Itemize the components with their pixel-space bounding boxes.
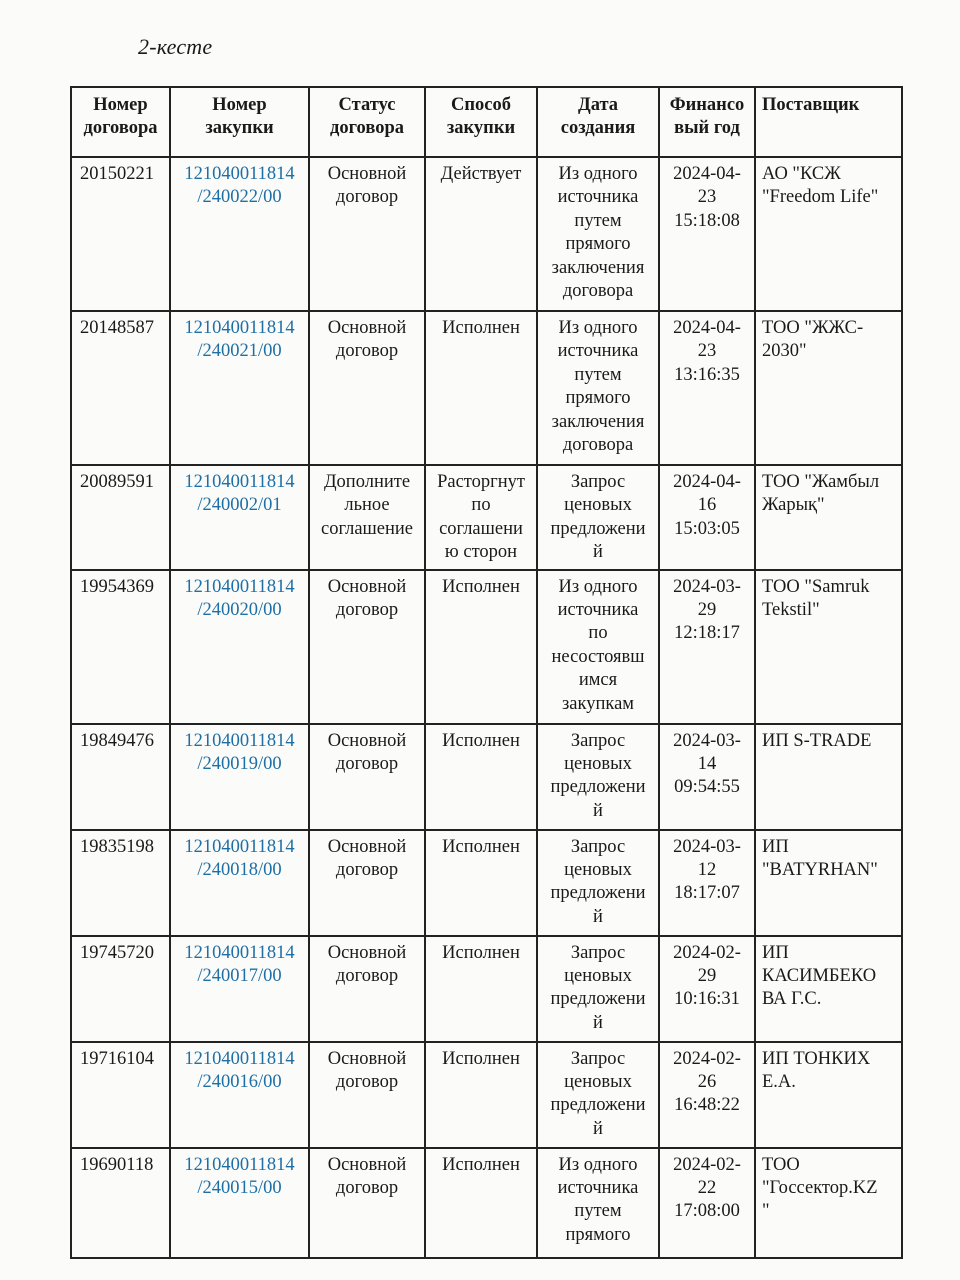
cell-text-line: Из одного <box>558 318 638 338</box>
creation-date-cell <box>537 570 659 724</box>
contract-status-cell <box>309 830 425 936</box>
header-fiscal-year <box>659 87 755 157</box>
cell-text-line: ценовых <box>564 754 632 775</box>
creation-date-cell <box>537 157 659 311</box>
cell-text-line: 2024-03- <box>673 836 741 857</box>
cell-text-line: 2024-02- <box>673 1048 741 1069</box>
header-text: Финансо <box>669 95 745 115</box>
cell-text-line: ТОО "Жамбыл <box>762 472 880 492</box>
cell-text-line: соглашени <box>439 518 523 539</box>
creation-date-cell <box>537 830 659 936</box>
cell-text-line: 2024-02- <box>673 942 741 963</box>
header-text: закупки <box>446 118 516 139</box>
header-text: создания <box>560 118 636 139</box>
cell-text-line: ценовых <box>564 495 632 516</box>
cell-text-line: Е.А. <box>762 1072 796 1093</box>
purchase-method-cell <box>425 311 537 465</box>
creation-date-cell <box>537 936 659 1042</box>
header-contract-status <box>309 87 425 157</box>
cell-text-line: 17:08:00 <box>674 1201 740 1222</box>
header-contract-number <box>71 87 170 157</box>
header-text: Поставщик <box>762 95 860 115</box>
cell-text-line: ТОО <box>762 1154 800 1175</box>
cell-text-line: прямого <box>565 1224 631 1245</box>
purchase-number-link[interactable] <box>170 936 309 1042</box>
cell-text-line: 2024-04- <box>673 164 741 184</box>
contract-number-cell: 20148587 <box>71 311 170 465</box>
cell-text-line: Расторгнут <box>437 472 525 492</box>
cell-text-line: предложени <box>550 989 646 1010</box>
cell-text-line: ВА Г.С. <box>762 989 822 1010</box>
cell-text-line: путем <box>574 1201 622 1222</box>
purchase-number-link[interactable] <box>170 311 309 465</box>
header-text: вый год <box>674 118 740 139</box>
cell-text-line: й <box>593 542 603 563</box>
purchase-number-link[interactable] <box>170 1042 309 1148</box>
fiscal-year-cell <box>659 465 755 570</box>
cell-text-line: имся <box>578 670 618 691</box>
cell-text-line: предложени <box>550 883 646 904</box>
cell-text-line[interactable]: /240017/00 <box>197 966 282 987</box>
supplier-cell <box>755 311 902 465</box>
cell-text-line[interactable]: 121040011814 <box>184 836 295 857</box>
cell-text-line: й <box>593 1118 603 1139</box>
cell-text-line: 10:16:31 <box>674 989 740 1010</box>
cell-text-line: Основной <box>327 318 407 338</box>
cell-text-line: 2030" <box>762 341 807 362</box>
cell-text-line: источника <box>557 187 639 208</box>
cell-text-line: 14 <box>697 754 717 775</box>
cell-text-line: прямого <box>565 234 631 255</box>
contract-status-cell <box>309 157 425 311</box>
cell-text-line: й <box>593 1012 603 1033</box>
cell-text-line: источника <box>557 600 639 621</box>
creation-date-cell <box>537 465 659 570</box>
cell-text-line: Из одного <box>558 1154 638 1175</box>
purchase-number-link[interactable] <box>170 465 309 570</box>
fiscal-year-cell <box>659 724 755 830</box>
contract-number-cell: 19954369 <box>71 570 170 724</box>
cell-text-line: Основной <box>327 576 407 597</box>
contract-status-cell <box>309 465 425 570</box>
cell-text-line: Исполнен <box>442 576 520 597</box>
contracts-table <box>70 86 903 1259</box>
table-row <box>71 570 902 724</box>
creation-date-cell <box>537 311 659 465</box>
cell-text-line: договор <box>335 966 399 987</box>
cell-text-line[interactable]: /240020/00 <box>197 600 282 621</box>
contract-number-cell: 20150221 <box>71 157 170 311</box>
table-row <box>71 936 902 1042</box>
contract-number-cell: 20089591 <box>71 465 170 570</box>
cell-text-line: Запрос <box>570 942 626 963</box>
cell-text-line: Основной <box>327 942 407 963</box>
cell-text-line: 2024-02- <box>673 1154 741 1175</box>
table-caption: 2-кесте <box>138 34 213 59</box>
cell-text-line: ТОО "ЖЖС- <box>762 318 864 338</box>
cell-text-line: ИП S-TRADE <box>762 730 872 751</box>
cell-text-line: Основной <box>327 1154 407 1175</box>
cell-text-line: прямого <box>565 388 631 409</box>
cell-text-line: предложени <box>550 1095 646 1116</box>
cell-text-line: Запрос <box>570 1048 626 1069</box>
purchase-number-link[interactable] <box>170 570 309 724</box>
cell-text-line: 26 <box>697 1072 717 1093</box>
cell-text-line: ИП <box>762 942 789 963</box>
cell-text-line[interactable]: 121040011814 <box>184 472 295 492</box>
cell-text-line: договор <box>335 1178 399 1199</box>
cell-text-line: Запрос <box>570 730 626 751</box>
cell-text-line: 29 <box>697 600 717 621</box>
cell-text-line[interactable]: 121040011814 <box>184 1154 295 1175</box>
table-row <box>71 1148 902 1258</box>
contract-status-cell <box>309 1042 425 1148</box>
contract-status-cell <box>309 724 425 830</box>
cell-text-line: договор <box>335 1072 399 1093</box>
cell-text-line: 16:48:22 <box>674 1095 740 1116</box>
creation-date-cell <box>537 724 659 830</box>
cell-text-line: 15:03:05 <box>674 518 740 539</box>
creation-date-cell <box>537 1042 659 1148</box>
supplier-cell <box>755 1148 902 1258</box>
cell-text-line: "Freedom Life" <box>762 187 879 208</box>
cell-text-line: "BATYRHAN" <box>762 860 878 881</box>
purchase-method-cell <box>425 465 537 570</box>
cell-text-line: 13:16:35 <box>674 364 740 385</box>
cell-text-line: 09:54:55 <box>674 777 740 798</box>
fiscal-year-cell <box>659 311 755 465</box>
fiscal-year-cell <box>659 830 755 936</box>
cell-text-line: Исполнен <box>442 836 520 857</box>
cell-text-line: договора <box>562 281 634 302</box>
purchase-method-cell <box>425 570 537 724</box>
purchase-method-cell <box>425 724 537 830</box>
cell-text-line: 15:18:08 <box>674 210 740 231</box>
table-row <box>71 311 902 465</box>
cell-text-line: Запрос <box>570 472 626 492</box>
cell-text-line: Исполнен <box>442 1048 520 1069</box>
creation-date-cell <box>537 1148 659 1258</box>
cell-text-line: 16 <box>697 495 717 516</box>
cell-text-line: й <box>593 800 603 821</box>
purchase-method-cell <box>425 936 537 1042</box>
cell-text-line[interactable]: 121040011814 <box>184 942 295 963</box>
cell-text-line[interactable]: /240002/01 <box>197 495 282 516</box>
cell-text-line: Дополните <box>323 472 411 492</box>
purchase-method-cell <box>425 157 537 311</box>
cell-text-line: предложени <box>550 518 646 539</box>
contract-number-cell: 19745720 <box>71 936 170 1042</box>
cell-text-line[interactable]: 121040011814 <box>184 164 295 184</box>
cell-text-line[interactable]: /240018/00 <box>197 860 282 881</box>
fiscal-year-cell <box>659 1042 755 1148</box>
contract-status-cell <box>309 570 425 724</box>
cell-text-line[interactable]: /240015/00 <box>197 1178 282 1199</box>
table-row <box>71 465 902 570</box>
table-row <box>71 724 902 830</box>
header-row <box>71 87 902 157</box>
header-text: закупки <box>205 118 274 139</box>
cell-text-line: Исполнен <box>442 942 520 963</box>
fiscal-year-cell <box>659 157 755 311</box>
cell-text-line: ю сторон <box>444 542 518 563</box>
cell-text-line: договор <box>335 600 399 621</box>
contract-number-cell: 19716104 <box>71 1042 170 1148</box>
cell-text-line[interactable]: /240022/00 <box>197 187 282 208</box>
purchase-method-cell <box>425 1042 537 1148</box>
cell-text-line: Жарық" <box>762 495 825 516</box>
cell-text-line: Исполнен <box>442 1154 520 1175</box>
cell-text-line: Основной <box>327 730 407 751</box>
cell-text-line: соглашение <box>320 518 414 539</box>
header-text: договора <box>83 118 158 139</box>
purchase-number-link[interactable] <box>170 724 309 830</box>
cell-text-line: источника <box>557 1178 639 1199</box>
table-row <box>71 157 902 311</box>
cell-text-line: Основной <box>327 1048 407 1069</box>
cell-text-line: 2024-03- <box>673 730 741 751</box>
cell-text-line: 2024-04- <box>673 472 741 492</box>
cell-text-line[interactable]: /240016/00 <box>197 1072 282 1093</box>
cell-text-line: 2024-03- <box>673 576 741 597</box>
cell-text-line[interactable]: 121040011814 <box>184 1048 295 1069</box>
supplier-cell <box>755 830 902 936</box>
purchase-number-link[interactable] <box>170 157 309 311</box>
cell-text-line: источника <box>557 341 639 362</box>
cell-text-line: путем <box>574 364 622 385</box>
cell-text-line: 12:18:17 <box>674 623 740 644</box>
supplier-cell <box>755 157 902 311</box>
cell-text-line: АО "КСЖ <box>762 164 841 184</box>
cell-text-line: путем <box>574 210 622 231</box>
cell-text-line: Из одного <box>558 164 638 184</box>
cell-text-line: 22 <box>697 1178 717 1199</box>
cell-text-line: ИП ТОНКИХ <box>762 1048 871 1069</box>
cell-text-line: Tekstil" <box>762 600 820 621</box>
cell-text-line: предложени <box>550 777 646 798</box>
cell-text-line: Исполнен <box>442 318 520 338</box>
cell-text-line: несостоявш <box>551 646 645 667</box>
supplier-cell <box>755 1042 902 1148</box>
header-creation-date <box>537 87 659 157</box>
cell-text-line[interactable]: 121040011814 <box>184 730 295 751</box>
cell-text-line: заключения <box>551 257 645 278</box>
fiscal-year-cell <box>659 570 755 724</box>
cell-text-line[interactable]: 121040011814 <box>184 576 295 597</box>
cell-text-line: договора <box>562 435 634 456</box>
cell-text-line: 12 <box>697 860 717 881</box>
supplier-cell <box>755 936 902 1042</box>
cell-text-line: 23 <box>697 341 717 362</box>
cell-text-line: договор <box>335 754 399 775</box>
supplier-cell <box>755 570 902 724</box>
contract-number-cell: 19835198 <box>71 830 170 936</box>
table-body <box>71 157 902 1258</box>
cell-text-line: Запрос <box>570 836 626 857</box>
cell-text-line: договор <box>335 860 399 881</box>
cell-text-line: заключения <box>551 411 645 432</box>
contract-status-cell <box>309 1148 425 1258</box>
cell-text-line: льное <box>344 495 390 516</box>
purchase-number-link[interactable] <box>170 1148 309 1258</box>
supplier-cell <box>755 465 902 570</box>
cell-text-line: 29 <box>697 966 717 987</box>
cell-text-line: договор <box>335 341 399 362</box>
header-text: Номер <box>93 95 148 115</box>
table-row <box>71 830 902 936</box>
contract-number-cell: 19690118 <box>71 1148 170 1258</box>
purchase-method-cell <box>425 1148 537 1258</box>
header-purchase-number <box>170 87 309 157</box>
fiscal-year-cell <box>659 1148 755 1258</box>
header-text: Номер <box>212 95 267 115</box>
cell-text-line: по <box>471 495 491 516</box>
cell-text-line[interactable]: /240019/00 <box>197 754 282 775</box>
cell-text-line: 2024-04- <box>673 318 741 338</box>
cell-text-line: Основной <box>327 836 407 857</box>
cell-text-line: "Госсектор.KZ <box>762 1178 878 1199</box>
header-purchase-method <box>425 87 537 157</box>
contract-status-cell <box>309 311 425 465</box>
supplier-cell <box>755 724 902 830</box>
cell-text-line: Основной <box>327 164 407 184</box>
header-text: Статус <box>338 95 396 115</box>
header-text: Способ <box>451 95 511 115</box>
cell-text-line[interactable]: /240021/00 <box>197 341 282 362</box>
contract-number-cell: 19849476 <box>71 724 170 830</box>
cell-text-line: Из одного <box>558 576 638 597</box>
cell-text-line: ИП <box>762 836 789 857</box>
cell-text-line: закупкам <box>561 693 635 714</box>
cell-text-line: по <box>588 623 608 644</box>
purchase-method-cell <box>425 830 537 936</box>
cell-text-line: й <box>593 906 603 927</box>
header-text: Дата <box>577 95 619 115</box>
cell-text-line: договор <box>335 187 399 208</box>
cell-text-line: Исполнен <box>442 730 520 751</box>
contract-status-cell <box>309 936 425 1042</box>
cell-text-line: 23 <box>697 187 717 208</box>
cell-text-line[interactable]: 121040011814 <box>184 318 295 338</box>
cell-text-line: КАСИМБЕКО <box>762 966 877 987</box>
fiscal-year-cell <box>659 936 755 1042</box>
cell-text-line: " <box>762 1201 770 1222</box>
purchase-number-link[interactable] <box>170 830 309 936</box>
header-supplier <box>755 87 902 157</box>
cell-text-line: ценовых <box>564 966 632 987</box>
header-text: договора <box>330 118 404 139</box>
cell-text-line: ценовых <box>564 860 632 881</box>
cell-text-line: ТОО "Samruk <box>762 576 870 597</box>
cell-text-line: ценовых <box>564 1072 632 1093</box>
cell-text-line: Действует <box>440 164 522 184</box>
table-row <box>71 1042 902 1148</box>
cell-text-line: 18:17:07 <box>674 883 740 904</box>
